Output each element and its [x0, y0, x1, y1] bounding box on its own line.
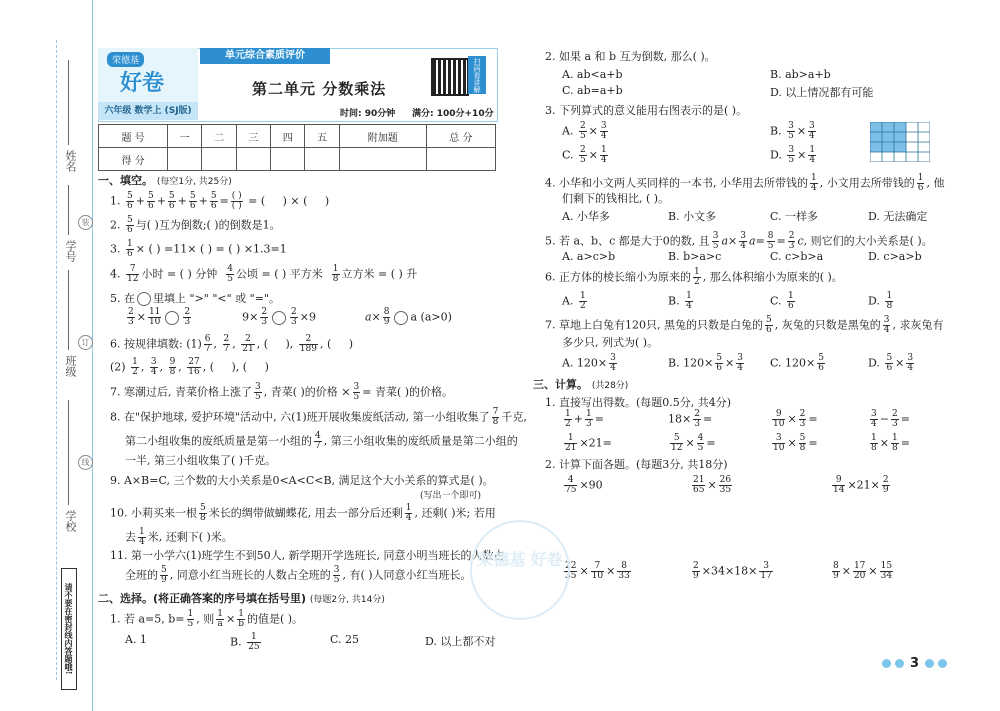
- fill-q6-1: 6. 按规律填数: (1) $\frac{6}{7}$ , $\frac{2}{7}$ , $\frac{2}{21}$ , ( ), $\frac{2}{189}$ , ( ): [110, 334, 354, 354]
- choice-q7-opt-a[interactable]: A. 120× $\frac{3}{4}$: [562, 353, 616, 373]
- choice-q2-opt-a[interactable]: A. ab<a+b: [562, 68, 623, 81]
- score-input[interactable]: [339, 148, 426, 171]
- choice-q7-line2: 多少只, 列式为( )。: [562, 336, 659, 349]
- score-value-row: [99, 148, 496, 171]
- q-label: 2.: [110, 218, 121, 232]
- star-icon: [882, 659, 891, 668]
- score-input[interactable]: [305, 148, 339, 171]
- q-text: , 小文用去所带钱的: [819, 176, 915, 190]
- section-fill-label: 一、填空。: [98, 174, 153, 187]
- section-choice-note: (每题2分, 共14分): [309, 595, 385, 605]
- q-text: 米长的绸带做蝴蝶花, 用去一部分后还剩: [208, 506, 403, 520]
- q-text: 5. 若 a、b、c 都是大于0的数, 且: [545, 234, 710, 248]
- number-line: [68, 185, 69, 235]
- fill-q8-line2: 第二小组收集的废纸质量是第一小组的 $\frac{4}{7}$ , 第三小组收集的废纸质量是第二小组的: [125, 431, 518, 451]
- choice-q6-opt-b[interactable]: B. $\frac{1}{4}$: [668, 291, 692, 311]
- opt-label: B.: [668, 294, 680, 308]
- page-number: 3: [910, 656, 920, 671]
- choice-q4: 4. 小华和小文两人买同样的一本书, 小华用去所带钱的 $\frac{1}{4}$ , 小文用去所带钱的 $\frac{1}{6}$ , 他: [545, 173, 945, 193]
- name-label: 姓名: [64, 150, 77, 172]
- grade-label: 六年级 数学上 (SJ版): [98, 102, 198, 120]
- class-label: 班级: [64, 355, 77, 377]
- calc-item: $\frac{5}{12}$ × $\frac{4}{5}$ =: [671, 433, 716, 453]
- choice-q6-opt-a[interactable]: A. $\frac{1}{2}$: [562, 291, 586, 311]
- page-title: 第二单元 分数乘法: [252, 80, 387, 98]
- fill-q4: 4. $\frac{7}{12}$ 小时 = ( ) 分钟 $\frac{4}{5}$ 公顷 = ( ) 平方米 $\frac{1}{8}$ 立方米 = ( ) 升: [110, 264, 418, 284]
- choice-q7: 7. 草地上白兔有120只, 黑兔的只数是白兔的 $\frac{5}{6}$ , 灰兔的只数是黑兔的 $\frac{3}{4}$ , 求灰兔有: [545, 315, 944, 335]
- q-text: 立方米 = ( ) 升: [341, 267, 418, 281]
- opt-label: D.: [868, 356, 880, 370]
- q-label: 3.: [110, 242, 121, 256]
- fill-q3: 3. $\frac{1}{6}$ × ( ) =11× ( ) = ( ) ×1.3=1: [110, 239, 287, 259]
- time-label: 时间: 90分钟: [340, 109, 396, 119]
- section-choice-title: [98, 590, 385, 606]
- q-text: , 同意小红当班长的人数占全班的: [169, 568, 331, 582]
- fill-q10-line2: 去 $\frac{1}{4}$ 米, 还剩下( )米。: [125, 527, 233, 547]
- cut-line: [56, 40, 57, 680]
- choice-q4-opt-a[interactable]: A. 小华多: [562, 210, 610, 223]
- opt-label: B. 120×: [668, 356, 714, 370]
- number-label: 学号: [64, 240, 77, 262]
- compare-circle[interactable]: [394, 311, 408, 325]
- fill-q2: 2. $\frac{5}{6}$ 与( )互为倒数;( )的倒数是1。: [110, 215, 281, 235]
- q-text: 7. 寒潮过后, 青菜价格上涨了: [110, 385, 252, 399]
- fill-q5-row: $\frac{2}{3}$ × $\frac{11}{10}$ $\frac{2}{3}$ 9× $\frac{2}{3}$ $\frac{2}{3}$ ×9 a× $\frac{8}{9}$ a (a>0): [128, 307, 452, 327]
- opt-label: A. 120×: [562, 356, 608, 370]
- q-text: × ( ) =11× ( ) = ( ) ×1.3=1: [135, 242, 287, 256]
- q-text: 4. 小华和小文两人买同样的一本书, 小华用去所带钱的: [545, 176, 808, 190]
- calc-item: $\frac{1}{8}$ × $\frac{1}{8}$ =: [871, 433, 910, 453]
- q-text: , 第三小组收集的废纸质量是第二小组的: [323, 434, 518, 448]
- choice-q5-opt-a[interactable]: A. a>c>b: [562, 250, 616, 263]
- q-text: 10. 小莉买来一根: [110, 506, 197, 520]
- score-input[interactable]: [426, 148, 495, 171]
- seal-ring-3: 线: [78, 455, 93, 470]
- q-text: 米, 还剩下( )米。: [147, 530, 233, 544]
- score-header-row: [99, 125, 496, 148]
- choice-q4-opt-c[interactable]: C. 一样多: [770, 210, 819, 223]
- calc-item: $\frac{3}{4}$ − $\frac{2}{3}$ =: [871, 409, 910, 429]
- fill-q11-line2: 全班的 $\frac{5}{9}$ , 同意小红当班长的人数占全班的 $\frac{3}{5}$ , 有( )人同意小红当班长。: [125, 565, 472, 585]
- choice-q7-opt-d[interactable]: D. $\frac{5}{6}$ × $\frac{3}{4}$: [868, 353, 914, 373]
- calc-item: 18× $\frac{2}{3}$ =: [668, 409, 713, 429]
- q-text: 1. 若 a=5, b=: [110, 612, 185, 626]
- choice-q7-opt-b[interactable]: B. 120× $\frac{5}{6}$ × $\frac{3}{4}$: [668, 353, 743, 373]
- choice-q4-line2: 们剩下的钱相比, ( )。: [562, 192, 670, 205]
- opt-label: A.: [562, 294, 574, 308]
- calc-item: $\frac{9}{10}$ × $\frac{2}{3}$ =: [773, 409, 818, 429]
- section-calc-label: 三、计算。: [533, 378, 588, 391]
- watermark: 荣德基 好卷: [470, 520, 570, 620]
- choice-q5-opt-b[interactable]: B. b>a>c: [668, 250, 722, 263]
- section-choice-label: 二、选择。(将正确答案的序号填在括号里): [98, 592, 307, 605]
- score-cell: 题 号: [99, 125, 168, 148]
- unit-eval-banner: 单元综合素质评价: [200, 48, 330, 64]
- score-cell: 四: [271, 125, 305, 148]
- q-text: , 那么体积缩小为原来的( )。: [702, 270, 843, 284]
- calc-item: $\frac{9}{14}$ ×21× $\frac{2}{9}$: [833, 475, 889, 495]
- choice-q5-opt-d[interactable]: D. c>a>b: [868, 250, 922, 263]
- score-cell: 附加题: [339, 125, 426, 148]
- q-text: , 求灰兔有: [892, 318, 944, 332]
- q-text: , 有( )人同意小红当班长。: [342, 568, 472, 582]
- score-input[interactable]: [202, 148, 236, 171]
- opt-label: D.: [868, 294, 880, 308]
- school-line: [68, 400, 69, 505]
- q-label: 4.: [110, 267, 121, 281]
- score-input[interactable]: [271, 148, 305, 171]
- calc-item: $\frac{4}{75}$ ×90: [565, 475, 603, 495]
- section-calc-title: [533, 376, 628, 392]
- fill-q8-line3: 一半, 第三小组收集了( )千克。: [125, 454, 277, 467]
- star-icon: [895, 659, 904, 668]
- score-cell: 三: [236, 125, 270, 148]
- brand-badge: 荣德基: [107, 52, 144, 67]
- choice-q7-opt-c[interactable]: C. 120× $\frac{5}{6}$: [770, 353, 824, 373]
- score-table: [98, 124, 496, 171]
- q-text: 去: [125, 530, 136, 544]
- q-text: 公顷 = ( ) 平方米: [235, 267, 323, 281]
- choice-q1: 1. 若 a=5, b= $\frac{1}{5}$ , 则 $\frac{1}{a}$ × $\frac{1}{b}$ 的值是( )。: [110, 609, 304, 629]
- q-text: 与( )互为倒数;( )的倒数是1。: [135, 218, 281, 232]
- name-line: [68, 60, 69, 145]
- q-label: 5. 在: [110, 292, 135, 305]
- calc-item: $\frac{1}{2}$ + $\frac{1}{3}$ =: [565, 409, 604, 429]
- seal-ring-2: 订: [78, 335, 93, 350]
- choice-q1-opt-d[interactable]: D. 以上都不对: [425, 635, 496, 648]
- opt-label: B.: [230, 635, 242, 649]
- calc-item: $\frac{22}{35}$ × $\frac{7}{10}$ × $\frac{8}{33}$: [565, 561, 630, 581]
- fill-q7: 7. 寒潮过后, 青菜价格上涨了 $\frac{3}{5}$ , 青菜( )的价格 × $\frac{3}{5}$ = 青菜( )的价格。: [110, 382, 454, 402]
- calc-item: $\frac{8}{9}$ × $\frac{17}{20}$ × $\frac{15}{34}$: [833, 561, 893, 581]
- q-label: 6. 按规律填数: (1): [110, 337, 202, 351]
- fill-q10: 10. 小莉买来一根 $\frac{5}{8}$ 米长的绸带做蝴蝶花, 用去一部分后还剩 $\frac{1}{4}$ , 还剩( )米; 若用: [110, 503, 496, 523]
- opt-label: C. 120×: [770, 356, 816, 370]
- qr-code-icon: [431, 58, 469, 96]
- q-text: 8. 在"保护地球, 爱护环境"活动中, 六(1)班开展收集废纸活动, 第一小组收集了: [110, 410, 490, 424]
- q-text: 的值是( )。: [246, 612, 304, 626]
- choice-q3-opt-b[interactable]: B. $\frac{3}{5}$ × $\frac{3}{4}$: [770, 121, 815, 141]
- q-text: a (a>0): [410, 310, 452, 324]
- q-text: , 他: [926, 176, 945, 190]
- q-label: (2): [110, 360, 126, 374]
- calc-item: $\frac{2}{9}$ ×34×18× $\frac{3}{17}$: [693, 561, 772, 581]
- binding-sidebar: [0, 0, 93, 711]
- score-cell: 二: [202, 125, 236, 148]
- score-input[interactable]: [168, 148, 202, 171]
- circle-icon: [137, 292, 151, 306]
- choice-q3: 3. 下列算式的意义能用右图表示的是( )。: [545, 104, 748, 117]
- logo: 好卷: [120, 71, 165, 96]
- q-text: , 则它们的大小关系是( )。: [803, 234, 933, 248]
- fill-q5: [110, 290, 280, 306]
- choice-q1-opt-c[interactable]: C. 25: [330, 633, 360, 646]
- calc-item: $\frac{3}{10}$ × $\frac{5}{8}$ =: [773, 433, 818, 453]
- qr-side-label: 扫码看讲解: [468, 56, 486, 94]
- fill-q6-2: (2) $\frac{1}{2}$ , $\frac{3}{4}$ , $\frac{9}{8}$ , $\frac{27}{16}$ , ( ), ( ): [110, 357, 269, 377]
- choice-q5-opt-c[interactable]: C. c>b>a: [770, 250, 824, 263]
- choice-q2-opt-d[interactable]: D. 以上情况都有可能: [770, 86, 874, 99]
- fill-q1: 1. $\frac{5}{6}$ + $\frac{5}{6}$ + $\frac{5}{6}$ + $\frac{5}{6}$ + $\frac{5}{6}$ = $\frac{( )}{( )}$ = ( ) × ( ): [110, 191, 330, 211]
- q-text: , 则: [196, 612, 215, 626]
- section-fill-title: [98, 172, 232, 188]
- choice-q4-opt-b[interactable]: B. 小文多: [668, 210, 717, 223]
- choice-q6-opt-d[interactable]: D. $\frac{1}{8}$: [868, 291, 893, 311]
- compare-circle[interactable]: [272, 311, 286, 325]
- section-fill-note: (每空1分, 共25分): [156, 177, 232, 187]
- choice-q1-opt-b[interactable]: B. $\frac{1}{25}$: [230, 632, 260, 652]
- score-label: 满分: 100分+10分: [412, 109, 494, 119]
- q-text: 6. 正方体的棱长缩小为原来的: [545, 270, 691, 284]
- calc-item: $\frac{1}{21}$ ×21=: [565, 433, 612, 453]
- score-cell: 得 分: [99, 148, 168, 171]
- q-text: 小时 = ( ) 分钟: [141, 267, 218, 281]
- choice-q2-opt-b[interactable]: B. ab>a+b: [770, 68, 831, 81]
- section-calc-note: (共28分): [591, 381, 629, 391]
- page-number-bar: [880, 656, 949, 671]
- choice-q1-opt-a[interactable]: A. 1: [125, 633, 147, 646]
- score-cell: 总 分: [426, 125, 495, 148]
- star-icon: [925, 659, 934, 668]
- grid-figure: [870, 122, 930, 162]
- fill-q9-note: (写出一个即可): [420, 491, 482, 501]
- fill-q11: 11. 第一小学六(1)班学生不到50人, 新学期开学选班长, 同意小明当班长的人数占: [110, 549, 505, 562]
- fill-q9: 9. A×B=C, 三个数的大小关系是0<A<C<B, 满足这个大小关系的算式是( )。: [110, 474, 494, 487]
- choice-q6-opt-c[interactable]: C. $\frac{1}{6}$: [770, 291, 794, 311]
- calc-k1-title: 1. 直接写出得数。(每题0.5分, 共4分): [545, 396, 732, 409]
- choice-q5: 5. 若 a、b、c 都是大于0的数, 且 $\frac{3}{5}$ a× $\frac{3}{4}$ a= $\frac{8}{5}$ = $\frac{2}{3}$ c, 则它们的大小关系是( )。: [545, 231, 933, 251]
- seal-ring-1: 装: [78, 215, 93, 230]
- calc-item: $\frac{21}{65}$ × $\frac{26}{35}$: [693, 475, 732, 495]
- choice-q3-opt-a[interactable]: A. $\frac{2}{5}$ × $\frac{3}{4}$: [562, 121, 607, 141]
- q-text: 7. 草地上白兔有120只, 黑兔的只数是白兔的: [545, 318, 763, 332]
- calc-k2-title: 2. 计算下面各题。(每题3分, 共18分): [545, 458, 728, 471]
- opt-label: C.: [770, 294, 782, 308]
- q-text: 千克,: [501, 410, 527, 424]
- score-cell: 一: [168, 125, 202, 148]
- seal-warning: 请不要在密封线内答题哦!: [61, 568, 77, 690]
- q-text: , 灰兔的只数是黑兔的: [774, 318, 881, 332]
- choice-q6: 6. 正方体的棱长缩小为原来的 $\frac{1}{2}$ , 那么体积缩小为原来的( )。: [545, 267, 843, 287]
- choice-q2-opt-c[interactable]: C. ab=a+b: [562, 84, 623, 97]
- score-cell: 五: [305, 125, 339, 148]
- q-text: 全班的: [125, 568, 158, 582]
- q-text: , 还剩( )米; 若用: [414, 506, 496, 520]
- choice-q3-opt-c[interactable]: C. $\frac{2}{5}$ × $\frac{1}{4}$: [562, 145, 607, 165]
- choice-q4-opt-d[interactable]: D. 无法确定: [868, 210, 928, 223]
- star-icon: [938, 659, 947, 668]
- choice-q3-opt-d[interactable]: D. $\frac{3}{5}$ × $\frac{1}{4}$: [770, 145, 816, 165]
- q-text: , 青菜( )的价格 ×: [263, 385, 351, 399]
- compare-circle[interactable]: [165, 311, 179, 325]
- choice-q2: 2. 如果 a 和 b 互为倒数, 那么( )。: [545, 50, 716, 63]
- class-line: [68, 270, 69, 350]
- q-text: 里填上 ">" "<" 或 "="。: [153, 292, 280, 305]
- school-label: 学校: [64, 510, 77, 532]
- q-label: 1.: [110, 194, 121, 208]
- q-text: 第二小组收集的废纸质量是第一小组的: [125, 434, 312, 448]
- q-text: = 青菜( )的价格。: [362, 385, 454, 399]
- score-input[interactable]: [236, 148, 270, 171]
- fill-q8: 8. 在"保护地球, 爱护环境"活动中, 六(1)班开展收集废纸活动, 第一小组收集了 $\frac{7}{8}$ 千克,: [110, 407, 527, 427]
